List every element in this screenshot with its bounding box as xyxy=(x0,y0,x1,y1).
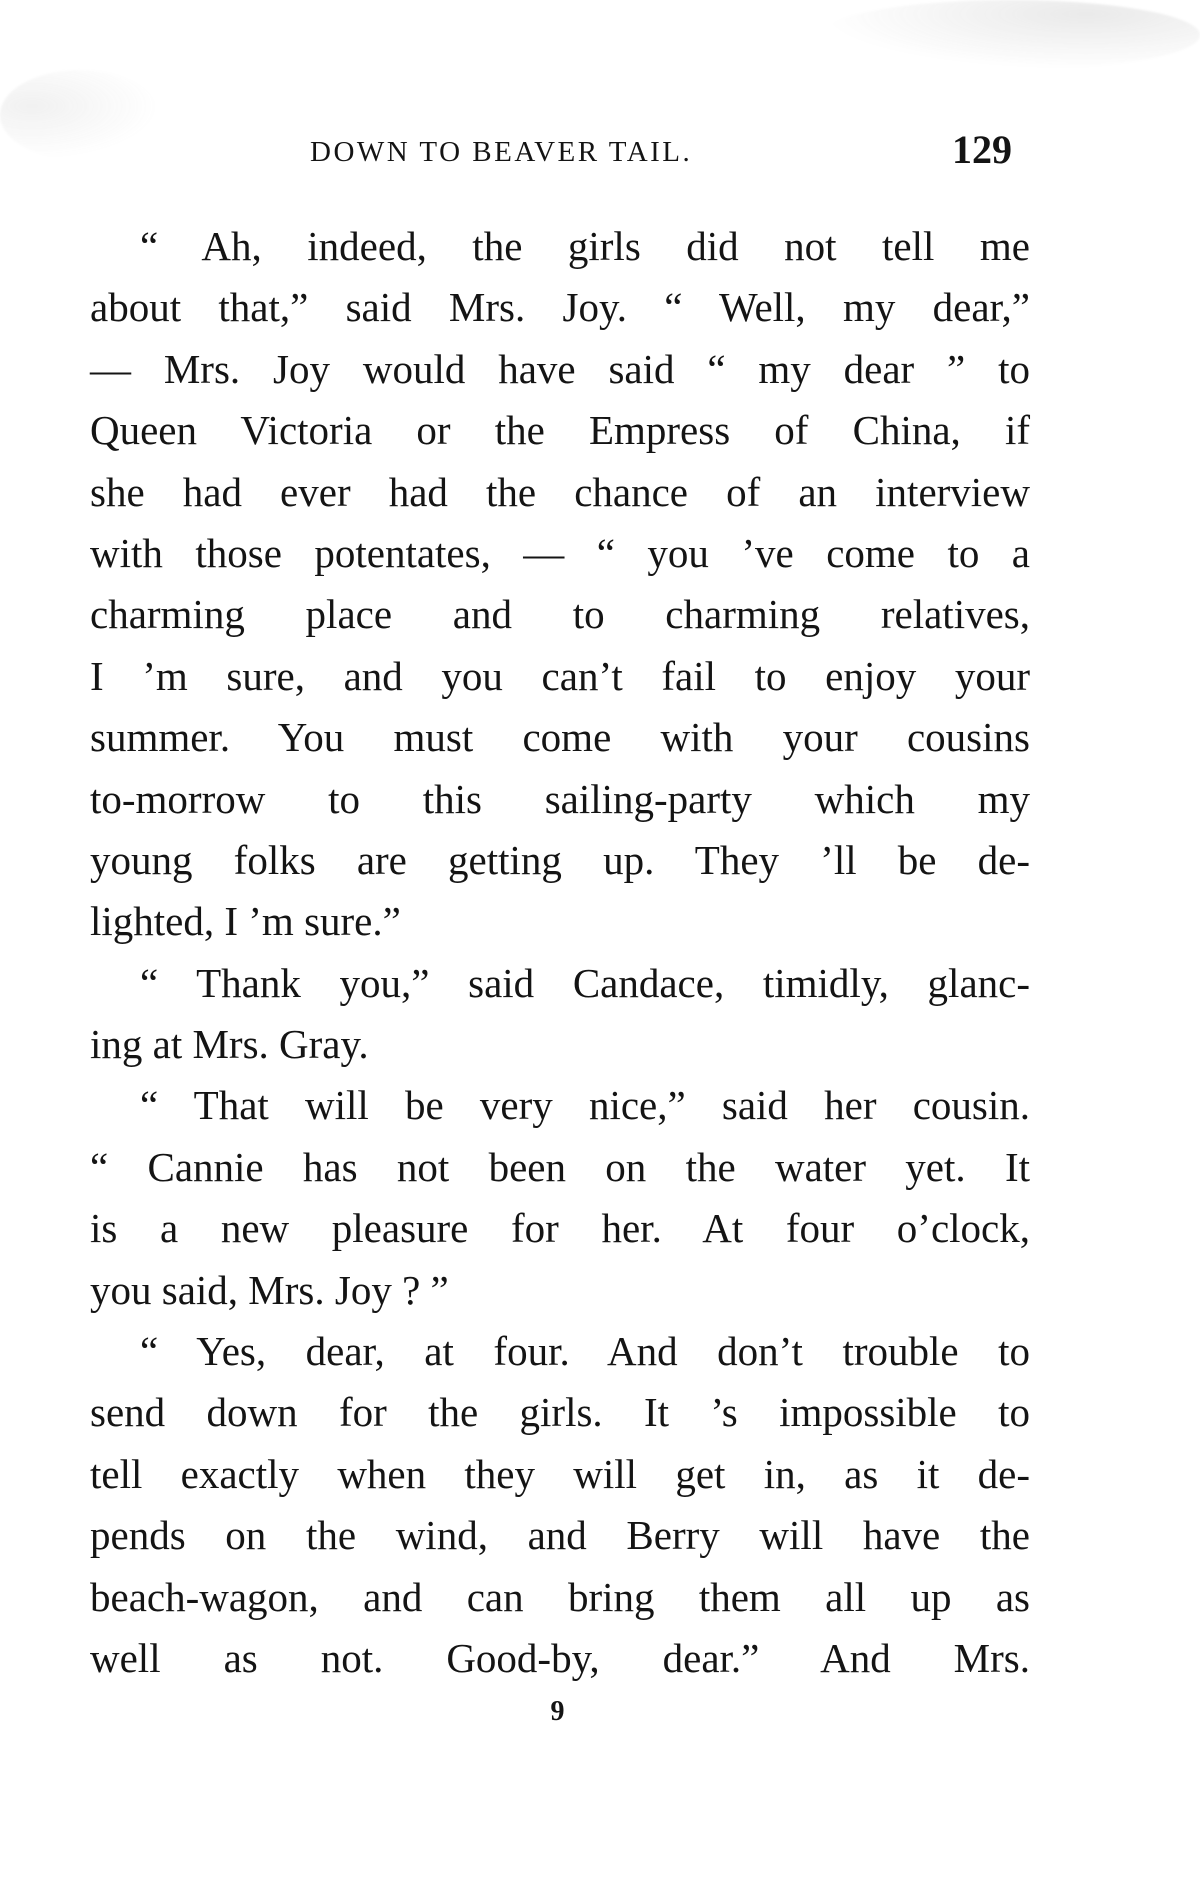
text-line: beach-wagon, and can bring them all up as xyxy=(90,1573,1030,1620)
text-line: “ Ah, indeed, the girls did not tell me xyxy=(140,223,1030,269)
text-line: “ Cannie has not been on the water yet. It xyxy=(90,1143,1030,1190)
text-line: well as not. Good-by, dear.” And Mrs. xyxy=(90,1634,1030,1681)
text-line: I ’m sure, and you can’t fail to enjoy your xyxy=(90,652,1030,699)
page-header xyxy=(0,126,1200,186)
running-head: DOWN TO BEAVER TAIL. xyxy=(310,136,693,168)
text-line: “ Thank you,” said Candace, timidly, glanc- xyxy=(140,959,1030,1006)
text-line: tell exactly when they will get in, as it de- xyxy=(90,1450,1030,1497)
text-line: young folks are getting up. They ’ll be de- xyxy=(90,836,1030,883)
text-line: ing at Mrs. Gray. xyxy=(90,1021,369,1068)
page-number: 129 xyxy=(952,127,1012,172)
text-line: send down for the girls. It ’s impossible to xyxy=(90,1389,1030,1436)
print-speckle xyxy=(820,0,1200,70)
text-line: “ Yes, dear, at four. And don’t trouble to xyxy=(140,1328,1030,1375)
text-line: is a new pleasure for her. At four o’clock, xyxy=(90,1205,1030,1252)
body-text xyxy=(90,216,1030,1689)
text-line: she had ever had the chance of an interview xyxy=(90,468,1030,515)
text-line: you said, Mrs. Joy ? ” xyxy=(90,1266,449,1313)
text-line: to-morrow to this sailing-party which my xyxy=(90,775,1030,822)
text-line: lighted, I ’m sure.” xyxy=(90,898,401,945)
text-line: about that,” said Mrs. Joy. “ Well, my dear,” xyxy=(90,284,1030,331)
text-line: pends on the wind, and Berry will have the xyxy=(90,1512,1030,1559)
text-line: charming place and to charming relatives, xyxy=(90,591,1030,638)
text-line: — Mrs. Joy would have said “ my dear ” to xyxy=(90,345,1030,392)
text-line: “ That will be very nice,” said her cousin. xyxy=(140,1082,1030,1129)
text-line: summer. You must come with your cousins xyxy=(90,714,1030,761)
text-line: Queen Victoria or the Empress of China, if xyxy=(90,407,1030,454)
text-line: with those potentates, — “ you ’ve come to a xyxy=(90,529,1030,576)
signature-mark: 9 xyxy=(550,1696,565,1727)
